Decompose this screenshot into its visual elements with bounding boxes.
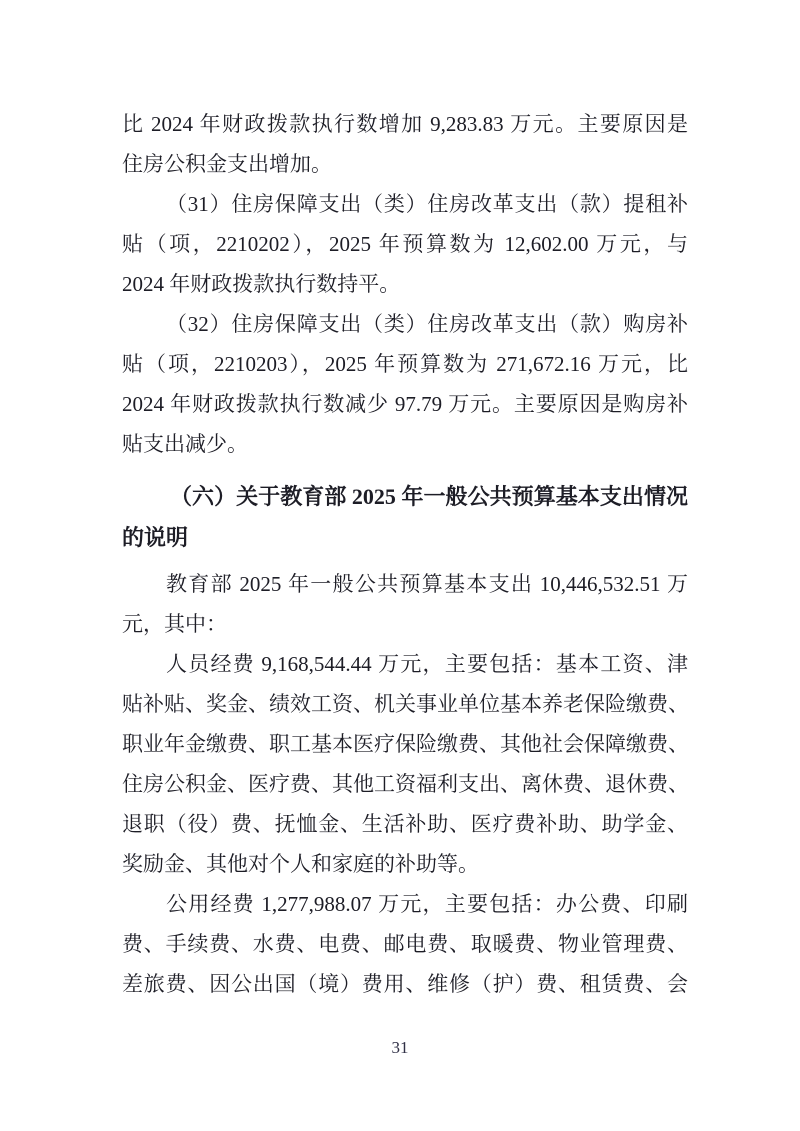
text-line: 退职（役）费、抚恤金、生活补助、医疗费补助、助学金、: [122, 812, 688, 836]
text-line: 贴支出减少。: [122, 432, 248, 456]
text-line: （32）住房保障支出（类）住房改革支出（款）购房补: [166, 312, 688, 336]
para-public-funds: [122, 884, 688, 1004]
text-line: 费、手续费、水费、电费、邮电费、取暖费、物业管理费、: [122, 932, 688, 956]
para-personnel-funds: [122, 644, 688, 884]
section-heading-six-basic-expenditure: [122, 476, 688, 558]
text-line: 奖励金、其他对个人和家庭的补助等。: [122, 852, 479, 876]
page-number: 31: [391, 1038, 409, 1057]
text-line: 贴补贴、奖金、绩效工资、机关事业单位基本养老保险缴费、: [122, 692, 689, 716]
heading-line: （六）关于教育部 2025 年一般公共预算基本支出情况: [170, 484, 688, 509]
text-line: 贴（项，2210202），2025 年预算数为 12,602.00 万元，与: [122, 232, 688, 256]
text-line: 人员经费 9,168,544.44 万元，主要包括：基本工资、津: [166, 652, 688, 676]
text-line: 职业年金缴费、职工基本医疗保险缴费、其他社会保障缴费、: [122, 732, 689, 756]
para-housing-fund-increase-continuation: [122, 104, 688, 184]
text-line: 比 2024 年财政拨款执行数增加 9,283.83 万元。主要原因是: [122, 112, 688, 136]
text-line: 差旅费、因公出国（境）费用、维修（护）费、租赁费、会: [122, 972, 688, 996]
text-line: （31）住房保障支出（类）住房改革支出（款）提租补: [166, 192, 688, 216]
heading-line: 的说明: [122, 525, 189, 550]
text-line: 住房公积金、医疗费、其他工资福利支出、离休费、退休费、: [122, 772, 689, 796]
text-line: 元，其中：: [122, 612, 227, 636]
para-basic-expenditure-total: [122, 564, 688, 644]
text-line: 贴（项，2210203），2025 年预算数为 271,672.16 万元，比: [122, 352, 688, 376]
page-body-text: [122, 104, 688, 1004]
para-item-31-rent-subsidy: [122, 184, 688, 304]
text-line: 2024 年财政拨款执行数减少 97.79 万元。主要原因是购房补: [122, 392, 688, 416]
text-line: 公用经费 1,277,988.07 万元，主要包括：办公费、印刷: [166, 892, 688, 916]
para-item-32-home-purchase-subsidy: [122, 304, 688, 464]
text-line: 2024 年财政拨款执行数持平。: [122, 272, 401, 296]
text-line: 教育部 2025 年一般公共预算基本支出 10,446,532.51 万: [166, 572, 688, 596]
text-line: 住房公积金支出增加。: [122, 152, 332, 176]
